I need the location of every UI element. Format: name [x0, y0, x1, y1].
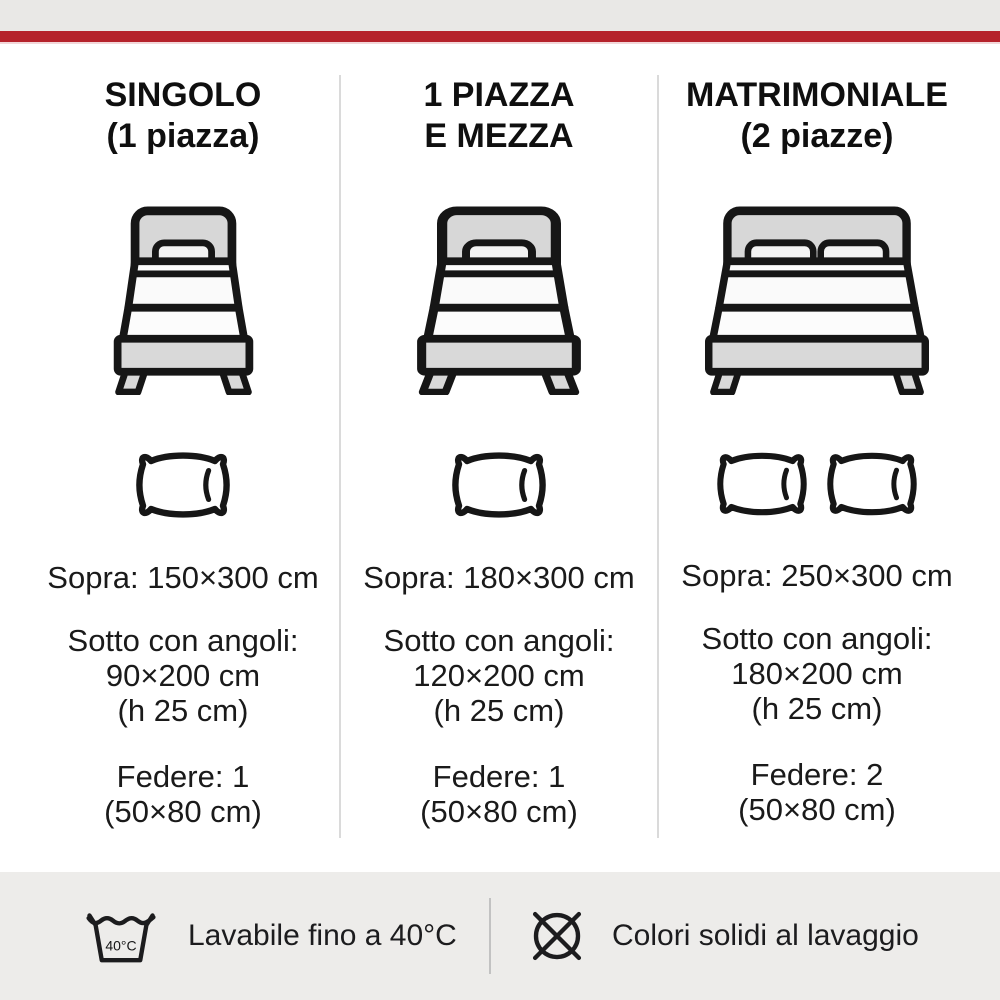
- specs-block: [47, 560, 318, 829]
- wash-tub-40-icon: [84, 905, 158, 968]
- column-title: [423, 75, 574, 157]
- double-bed-icon: [705, 205, 929, 395]
- title-line-1: SINGOLO: [104, 76, 262, 114]
- column-matrimoniale: [658, 42, 1000, 872]
- column-title: [686, 75, 948, 157]
- top-band: [0, 0, 1000, 31]
- title-line-1: MATRIMONIALE: [686, 76, 948, 114]
- crossed-circle-icon: [528, 908, 586, 964]
- spec-federe: Federe: 1: [432, 759, 566, 794]
- single-wide-bed-icon: [408, 205, 590, 395]
- specs-block: [363, 560, 634, 829]
- spec-federe: Federe: 1: [116, 759, 250, 794]
- pillow-row: [451, 448, 547, 522]
- specs-block: [681, 558, 952, 827]
- column-title: [105, 75, 262, 157]
- spec-sopra: Sopra: 150×300 cm: [47, 560, 319, 595]
- single-bed-icon: [106, 205, 261, 395]
- spec-federe: Federe: 2: [750, 757, 884, 792]
- wash-temp-label: 40°C: [105, 937, 137, 953]
- spec-sotto-height: (h 25 cm): [117, 693, 249, 728]
- spec-federe-group: [47, 759, 318, 829]
- pillow-row: [716, 448, 918, 520]
- colorfast-instruction: [528, 872, 919, 1000]
- spec-federe-group: [363, 759, 634, 829]
- title-line-1: 1 PIAZZA: [423, 76, 575, 114]
- spec-sotto-label: Sotto con angoli:: [67, 623, 299, 658]
- spec-sotto-group: [363, 623, 634, 728]
- spec-federe-size: (50×80 cm): [104, 794, 262, 829]
- spec-sotto-size: 90×200 cm: [105, 658, 261, 693]
- spec-federe-size: (50×80 cm): [420, 794, 578, 829]
- spec-sopra: Sopra: 250×300 cm: [681, 558, 953, 593]
- spec-sotto-size: 180×200 cm: [731, 656, 903, 691]
- spec-sopra: Sopra: 180×300 cm: [363, 560, 635, 595]
- spec-sotto-label: Sotto con angoli:: [701, 621, 933, 656]
- pillow-icon: [135, 448, 231, 522]
- wash-instruction: [84, 872, 457, 1000]
- footer-divider: [489, 898, 491, 974]
- colorfast-text: Colori solidi al lavaggio: [612, 919, 919, 952]
- column-singolo: [0, 42, 340, 872]
- wash-text: Lavabile fino a 40°C: [188, 919, 457, 952]
- pillow-row: [135, 448, 231, 522]
- spec-sotto-height: (h 25 cm): [433, 693, 565, 728]
- accent-red-bar: [0, 31, 1000, 42]
- spec-sotto-group: [681, 621, 952, 726]
- spec-sotto-label: Sotto con angoli:: [383, 623, 615, 658]
- title-line-2: (2 piazze): [740, 117, 894, 155]
- title-line-2: (1 piazza): [106, 117, 260, 155]
- spec-sotto-height: (h 25 cm): [751, 691, 883, 726]
- pillow-icon: [716, 448, 808, 520]
- spec-federe-group: [681, 757, 952, 827]
- pillow-icon: [451, 448, 547, 522]
- spec-sotto-size: 120×200 cm: [413, 658, 585, 693]
- care-instructions-footer: [0, 872, 1000, 1000]
- pillow-icon: [826, 448, 918, 520]
- spec-federe-size: (50×80 cm): [738, 792, 896, 827]
- title-line-2: E MEZZA: [424, 117, 574, 155]
- column-piazza-e-mezza: [340, 42, 658, 872]
- spec-sotto-group: [47, 623, 318, 728]
